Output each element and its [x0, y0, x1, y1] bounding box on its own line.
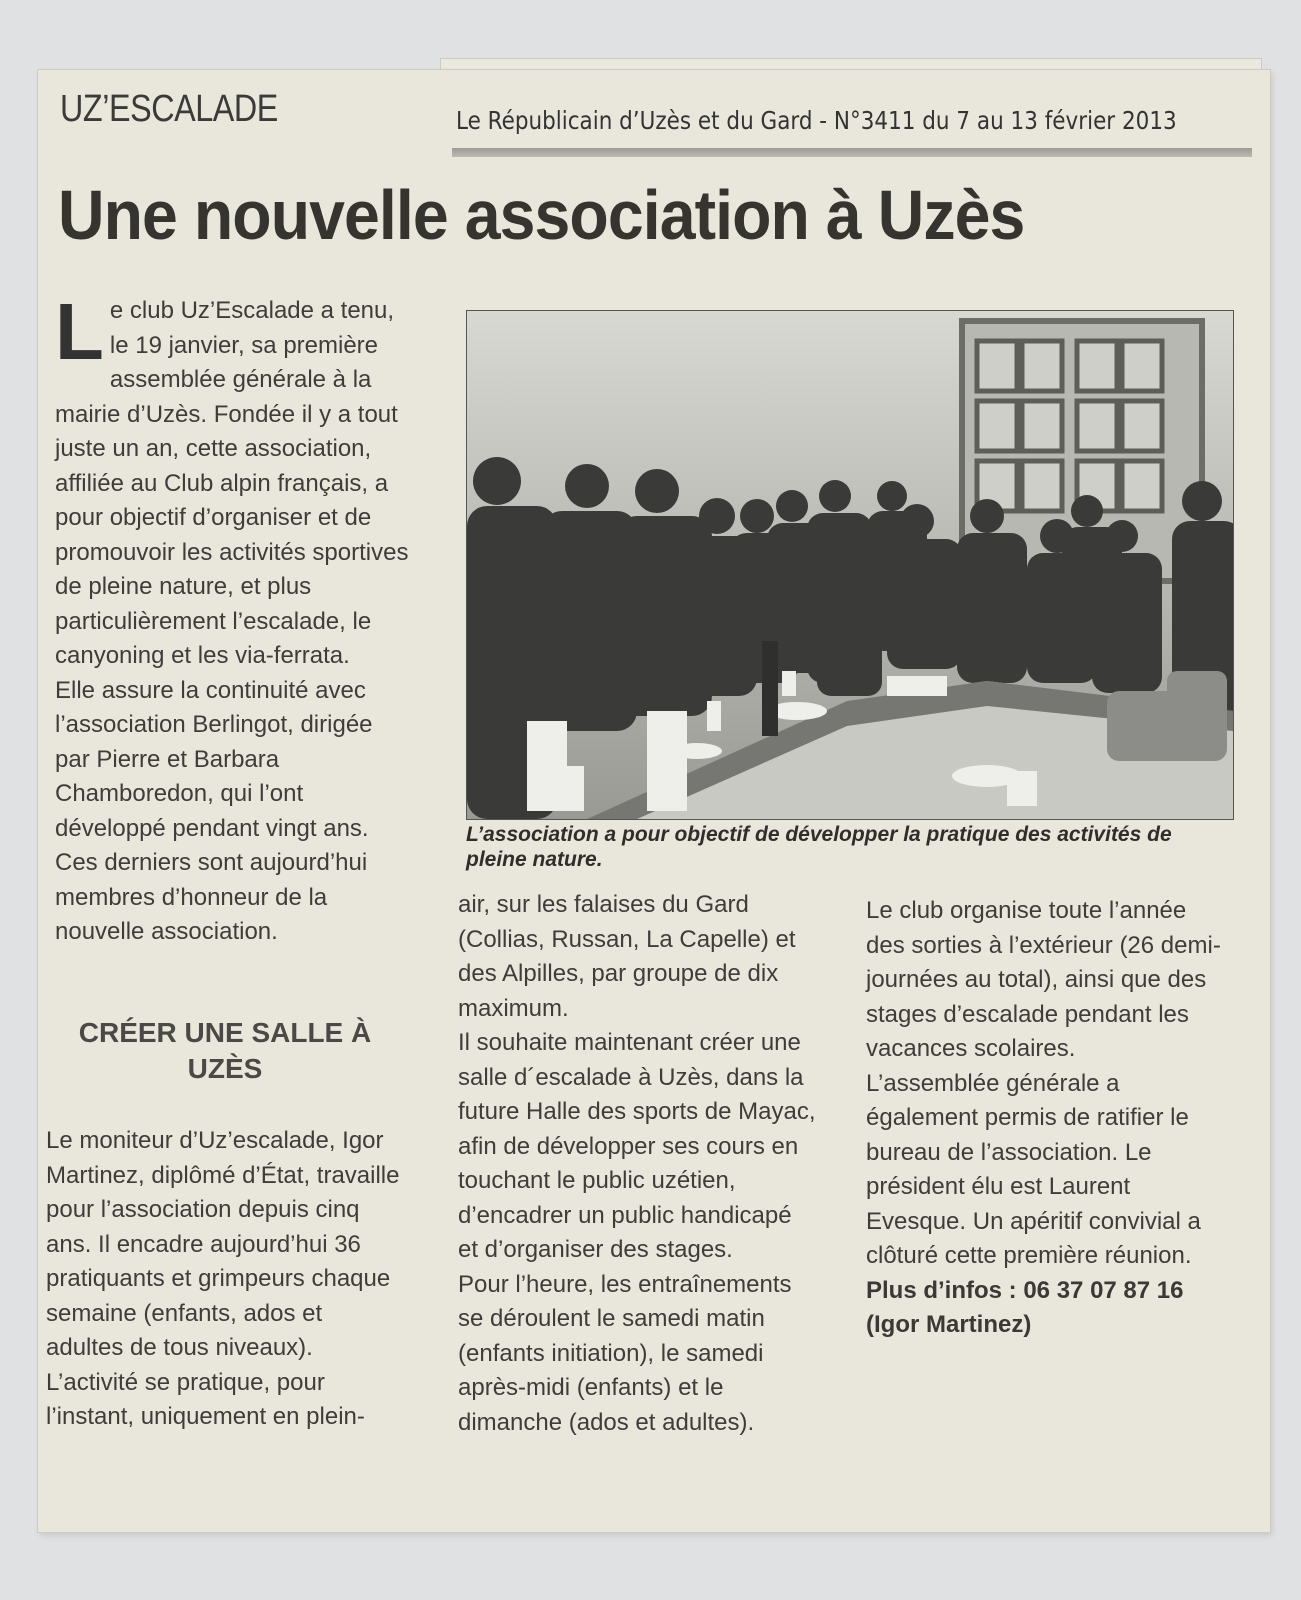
paragraph: e club Uz’Escalade a tenu, le 19 janvier, sa première assemblée générale à la mairie d’Uzès. Fondée il y a tout juste un an, cette association, affiliée au Club alpin français, a pour objectif d’organiser et de promouvoir les activités sportives de pleine nature, et plus particulièrement l’escalade, le canyoning et les via-ferrata. — [55, 297, 409, 669]
photo-caption: L’association a pour objectif de développer la pratique des activités de pleine nature. — [466, 823, 1172, 871]
source-rule — [452, 148, 1252, 157]
drop-cap: L — [55, 287, 104, 376]
article-headline: Une nouvelle association à Uzès — [58, 176, 1025, 254]
subheading: CRÉER UNE SALLE À UZÈS — [78, 1017, 372, 1084]
paragraph: Elle assure la continuité avec l’association Berlingot, dirigée par Pierre et Barbara Chamboredon, qui l’ont développé pendant vingt ans. Ces derniers sont aujourd’hui membres d’honneur de la nouvelle association. — [55, 676, 373, 945]
paragraph: L’activité se pratique, pour l’instant, uniquement en plein- — [46, 1368, 365, 1430]
paragraph: L’assemblée générale a également permis de ratifier le bureau de l’association. Le président élu est Laurent Evesque. Un apéritif convivial a clôturé cette première réunion. — [866, 1069, 1201, 1269]
column-2 — [458, 888, 818, 1440]
paragraph: Le club organise toute l’année des sorties à l’extérieur (26 demi-journées au total), ainsi que des stages d’escalade pendant les vacances scolaires. — [866, 897, 1221, 1062]
paragraph: Pour l’heure, les entraînements se déroulent le samedi matin (enfants initiation), le samedi après-midi (enfants) et le dimanche (ados et adultes). — [458, 1270, 792, 1436]
column-1 — [55, 287, 413, 950]
newspaper-source-line: Le Républicain d’Uzès et du Gard - N°3411 du 7 au 13 février 2013 — [456, 106, 1177, 135]
group-photo — [466, 310, 1234, 820]
paragraph: Il souhaite maintenant créer une salle d´escalade à Uzès, dans la future Halle des sports de Mayac, afin de développer ses cours en touchant le public uzétien, d’encadrer un public handicapé et d’organiser des stages. — [458, 1029, 816, 1263]
section-rubric: UZ’ESCALADE — [60, 88, 278, 130]
column-3 — [866, 894, 1231, 1343]
paragraph: Le moniteur d’Uz’escalade, Igor Martinez, diplômé d’État, travaille pour l’association depuis cinq ans. Il encadre aujourd’hui 36 pratiquants et grimpeurs chaque semaine (enfants, ados et adultes de tous niveaux). — [46, 1127, 400, 1361]
paragraph: air, sur les falaises du Gard (Collias, Russan, La Capelle) et des Alpilles, par groupe de dix maximum. — [458, 891, 796, 1022]
contact-info: Plus d’infos : 06 37 07 87 16 (Igor Martinez) — [866, 1276, 1184, 1338]
column-1-continued — [46, 1124, 406, 1435]
